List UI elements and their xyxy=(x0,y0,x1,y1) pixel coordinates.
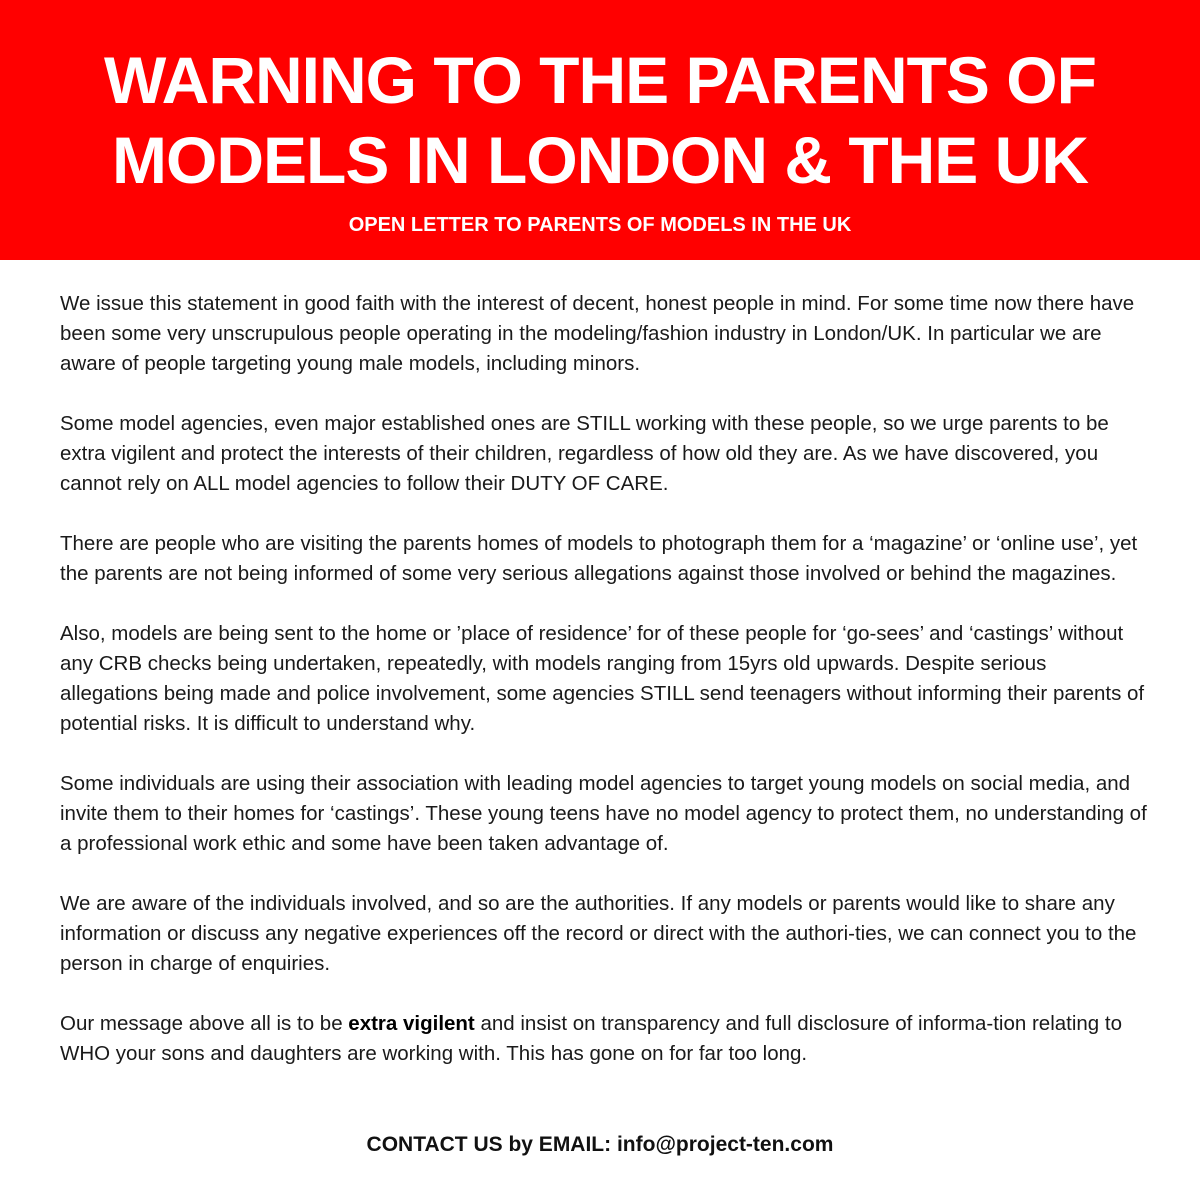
title-line-1: WARNING TO THE PARENTS OF xyxy=(104,43,1096,117)
paragraph-4: Also, models are being sent to the home or ’place of residence’ for of these people for ‘go-sees’ and ‘castings’ without any CRB checks being undertaken, repeatedly, with models ranging from 15yrs old upwards. Despite serious allegations being made and police involvement, some agencies STILL send teenagers without informing their parents of potential risks. It is difficult to understand why. xyxy=(60,622,1145,735)
paragraph-5: Some individuals are using their association with leading model agencies to target young models on social media, and invite them to their homes for ‘castings’. These young teens have no model agency to protect them, no understanding of a professional work ethic and some have been taken advantage of. xyxy=(60,772,1147,855)
paragraph-3: There are people who are visiting the parents homes of models to photograph them for a ‘magazine’ or ‘online use’, yet the parents are not being informed of some very serious allegations against those involved or behind the magazines. xyxy=(60,532,1138,585)
title-line-2: MODELS IN LONDON & THE UK xyxy=(112,123,1088,197)
letter-body xyxy=(60,289,1150,1069)
contact-line: CONTACT US by EMAIL: info@project-ten.com xyxy=(366,1133,834,1156)
paragraph-7-emphasis: extra vigilent xyxy=(348,1012,475,1035)
paragraph-7 xyxy=(60,1009,1150,1069)
paragraph-6: We are aware of the individuals involved, and so are the authorities. If any models or parents would like to share any information or discuss any negative experiences off the record or direct with the authori-ties, we can connect you to the person in charge of enquiries. xyxy=(60,892,1137,975)
paragraph-1: We issue this statement in good faith with the interest of decent, honest people in mind. For some time now there have been some very unscrupulous people operating in the modeling/fashion industry in London/UK. In particular we are aware of people targeting young male models, including minors. xyxy=(60,292,1135,375)
paragraph-7-start: Our message above all is to be xyxy=(60,1012,349,1035)
paragraph-2: Some model agencies, even major established ones are STILL working with these people, so we urge parents to be extra vigilent and protect the interests of their children, regardless of how old they are. As we have discovered, you cannot rely on ALL model agencies to follow their DUTY OF CARE. xyxy=(60,412,1109,495)
page-title xyxy=(0,40,1200,200)
paragraph-7-end: and insist on transparency and full disclosure of informa-tion relating to WHO your sons and daughters are working with. This has gone on for far too long. xyxy=(60,1012,1122,1065)
subtitle: OPEN LETTER TO PARENTS OF MODELS IN THE UK xyxy=(348,214,852,236)
